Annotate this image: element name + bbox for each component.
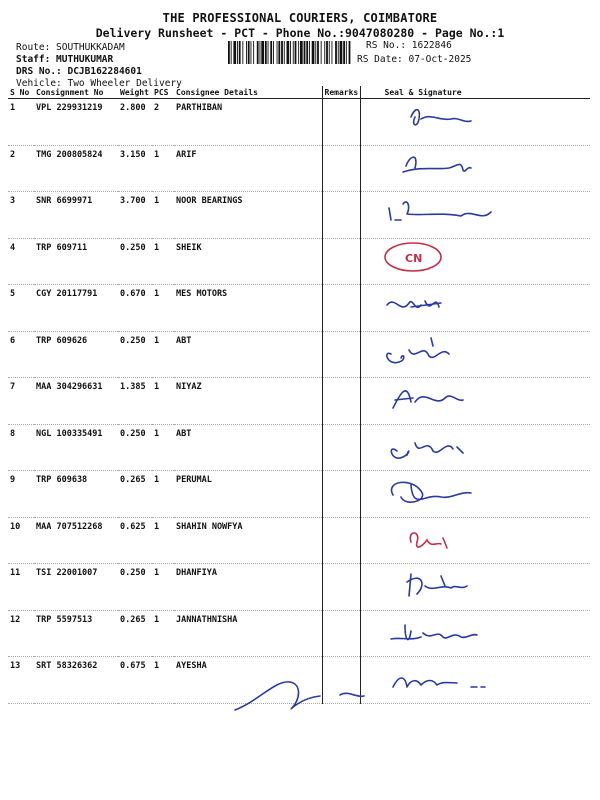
col-pcs: PCS xyxy=(152,86,174,99)
cell-weight: 0.670 xyxy=(118,285,152,332)
cell-signature xyxy=(360,564,590,611)
cell-consignee: JANNATHNISHA xyxy=(174,610,322,657)
rs-date: RS Date: 07-Oct-2025 xyxy=(357,54,472,65)
cell-remarks xyxy=(322,424,360,471)
handwritten-signature xyxy=(361,332,577,374)
cell-consignment-no: VPL 229931219 xyxy=(34,99,118,146)
barcode-image xyxy=(227,41,352,64)
cell-weight: 0.625 xyxy=(118,517,152,564)
cell-sno: 7 xyxy=(8,378,34,425)
cell-remarks xyxy=(322,285,360,332)
cell-consignee: NIYAZ xyxy=(174,378,322,425)
cell-weight: 3.700 xyxy=(118,192,152,239)
cell-pcs: 1 xyxy=(152,657,174,704)
cell-remarks xyxy=(322,564,360,611)
col-consignee: Consignee Details xyxy=(174,86,322,99)
cell-signature xyxy=(360,145,590,192)
table-row xyxy=(8,610,590,657)
cell-sno: 6 xyxy=(8,331,34,378)
bottom-signature-scribble xyxy=(230,660,410,720)
cell-signature xyxy=(360,517,590,564)
cell-consignment-no: TRP 5597513 xyxy=(34,610,118,657)
cell-consignment-no: TRP 609711 xyxy=(34,238,118,285)
rs-number: RS No.: 1622846 xyxy=(366,40,452,51)
cell-remarks xyxy=(322,192,360,239)
cell-weight: 0.265 xyxy=(118,610,152,657)
handwritten-signature xyxy=(361,285,577,327)
table-row xyxy=(8,517,590,564)
handwritten-signature xyxy=(361,146,577,188)
cell-weight: 0.250 xyxy=(118,331,152,378)
cell-pcs: 1 xyxy=(152,424,174,471)
cell-weight: 3.150 xyxy=(118,145,152,192)
cell-pcs: 1 xyxy=(152,378,174,425)
cell-remarks xyxy=(322,145,360,192)
cell-remarks xyxy=(322,99,360,146)
cell-sno: 12 xyxy=(8,610,34,657)
cell-consignee: DHANFIYA xyxy=(174,564,322,611)
cell-signature xyxy=(360,610,590,657)
stamp-text: CN xyxy=(404,251,422,265)
cell-consignee: SHAHIN NOWFYA xyxy=(174,517,322,564)
table-row xyxy=(8,285,590,332)
cell-sno: 5 xyxy=(8,285,34,332)
cell-consignment-no: SRT 58326362 xyxy=(34,657,118,704)
cell-weight: 0.250 xyxy=(118,238,152,285)
vehicle-label: Vehicle: Two Wheeler Delivery xyxy=(16,78,182,89)
cell-pcs: 1 xyxy=(152,331,174,378)
handwritten-signature xyxy=(361,611,577,653)
table-row xyxy=(8,331,590,378)
cell-signature xyxy=(360,378,590,425)
table-row xyxy=(8,99,590,146)
cell-consignee: ARIF xyxy=(174,145,322,192)
handwritten-signature xyxy=(361,99,577,141)
cell-weight: 0.675 xyxy=(118,657,152,704)
col-sno: S No xyxy=(8,86,34,99)
cell-consignment-no: TRP 609626 xyxy=(34,331,118,378)
cell-consignee: NOOR BEARINGS xyxy=(174,192,322,239)
cell-pcs: 1 xyxy=(152,145,174,192)
runsheet-table xyxy=(8,86,590,704)
table-row xyxy=(8,145,590,192)
route-label: Route: SOUTHUKKADAM xyxy=(16,42,125,53)
cell-sno: 8 xyxy=(8,424,34,471)
cell-signature xyxy=(360,424,590,471)
col-signature: Seal & Signature xyxy=(360,86,590,99)
cell-signature xyxy=(360,238,590,285)
handwritten-signature xyxy=(361,518,577,560)
cell-remarks xyxy=(322,378,360,425)
cell-weight: 0.250 xyxy=(118,564,152,611)
cell-consignee: MES MOTORS xyxy=(174,285,322,332)
cell-consignee: SHEIK xyxy=(174,238,322,285)
cell-consignment-no: TSI 22001007 xyxy=(34,564,118,611)
handwritten-signature xyxy=(361,471,577,513)
col-remarks: Remarks xyxy=(322,86,360,99)
cell-pcs: 1 xyxy=(152,564,174,611)
cell-consignee: ABT xyxy=(174,424,322,471)
col-consignment: Consignment No xyxy=(34,86,118,99)
drs-number: DRS No.: DCJB162284601 xyxy=(16,66,142,77)
col-weight: Weight xyxy=(118,86,152,99)
staff-label: Staff: MUTHUKUMAR xyxy=(16,54,114,65)
cell-consignment-no: SNR 6699971 xyxy=(34,192,118,239)
cell-remarks xyxy=(322,610,360,657)
cell-consignment-no: TRP 609638 xyxy=(34,471,118,518)
cell-consignee: AYESHA xyxy=(174,657,322,704)
cell-signature xyxy=(360,471,590,518)
cell-pcs: 2 xyxy=(152,99,174,146)
company-name: THE PROFESSIONAL COURIERS, COIMBATORE xyxy=(162,11,438,25)
cell-sno: 13 xyxy=(8,657,34,704)
cell-consignment-no: NGL 100335491 xyxy=(34,424,118,471)
cell-weight: 2.800 xyxy=(118,99,152,146)
runsheet-title: Delivery Runsheet - PCT - Phone No.:9047080280 - Page No.:1 xyxy=(95,26,505,40)
cell-remarks xyxy=(322,517,360,564)
handwritten-signature xyxy=(361,239,577,281)
cell-sno: 2 xyxy=(8,145,34,192)
cell-sno: 1 xyxy=(8,99,34,146)
cell-sno: 3 xyxy=(8,192,34,239)
cell-sno: 4 xyxy=(8,238,34,285)
cell-signature xyxy=(360,192,590,239)
table-row xyxy=(8,378,590,425)
cell-pcs: 1 xyxy=(152,517,174,564)
table-row xyxy=(8,564,590,611)
table-row xyxy=(8,471,590,518)
table-row xyxy=(8,424,590,471)
handwritten-signature xyxy=(361,425,577,467)
cell-consignment-no: CGY 20117791 xyxy=(34,285,118,332)
cell-sno: 11 xyxy=(8,564,34,611)
cell-signature xyxy=(360,99,590,146)
cell-signature xyxy=(360,331,590,378)
cell-signature xyxy=(360,285,590,332)
cell-pcs: 1 xyxy=(152,610,174,657)
cell-pcs: 1 xyxy=(152,285,174,332)
cell-consignment-no: MAA 707512268 xyxy=(34,517,118,564)
cell-consignee: ABT xyxy=(174,331,322,378)
cell-remarks xyxy=(322,471,360,518)
cell-pcs: 1 xyxy=(152,471,174,518)
cell-sno: 9 xyxy=(8,471,34,518)
handwritten-signature xyxy=(361,564,577,606)
cell-weight: 0.265 xyxy=(118,471,152,518)
cell-consignee: PARTHIBAN xyxy=(174,99,322,146)
table-row xyxy=(8,192,590,239)
cell-consignment-no: TMG 200805824 xyxy=(34,145,118,192)
handwritten-signature xyxy=(361,378,577,420)
handwritten-signature xyxy=(361,192,577,234)
cell-pcs: 1 xyxy=(152,192,174,239)
table-row xyxy=(8,238,590,285)
cell-consignee: PERUMAL xyxy=(174,471,322,518)
cell-weight: 0.250 xyxy=(118,424,152,471)
cell-consignment-no: MAA 304296631 xyxy=(34,378,118,425)
cell-sno: 10 xyxy=(8,517,34,564)
table-header-row xyxy=(8,86,590,99)
cell-weight: 1.385 xyxy=(118,378,152,425)
cell-pcs: 1 xyxy=(152,238,174,285)
cell-remarks xyxy=(322,331,360,378)
cell-remarks xyxy=(322,238,360,285)
